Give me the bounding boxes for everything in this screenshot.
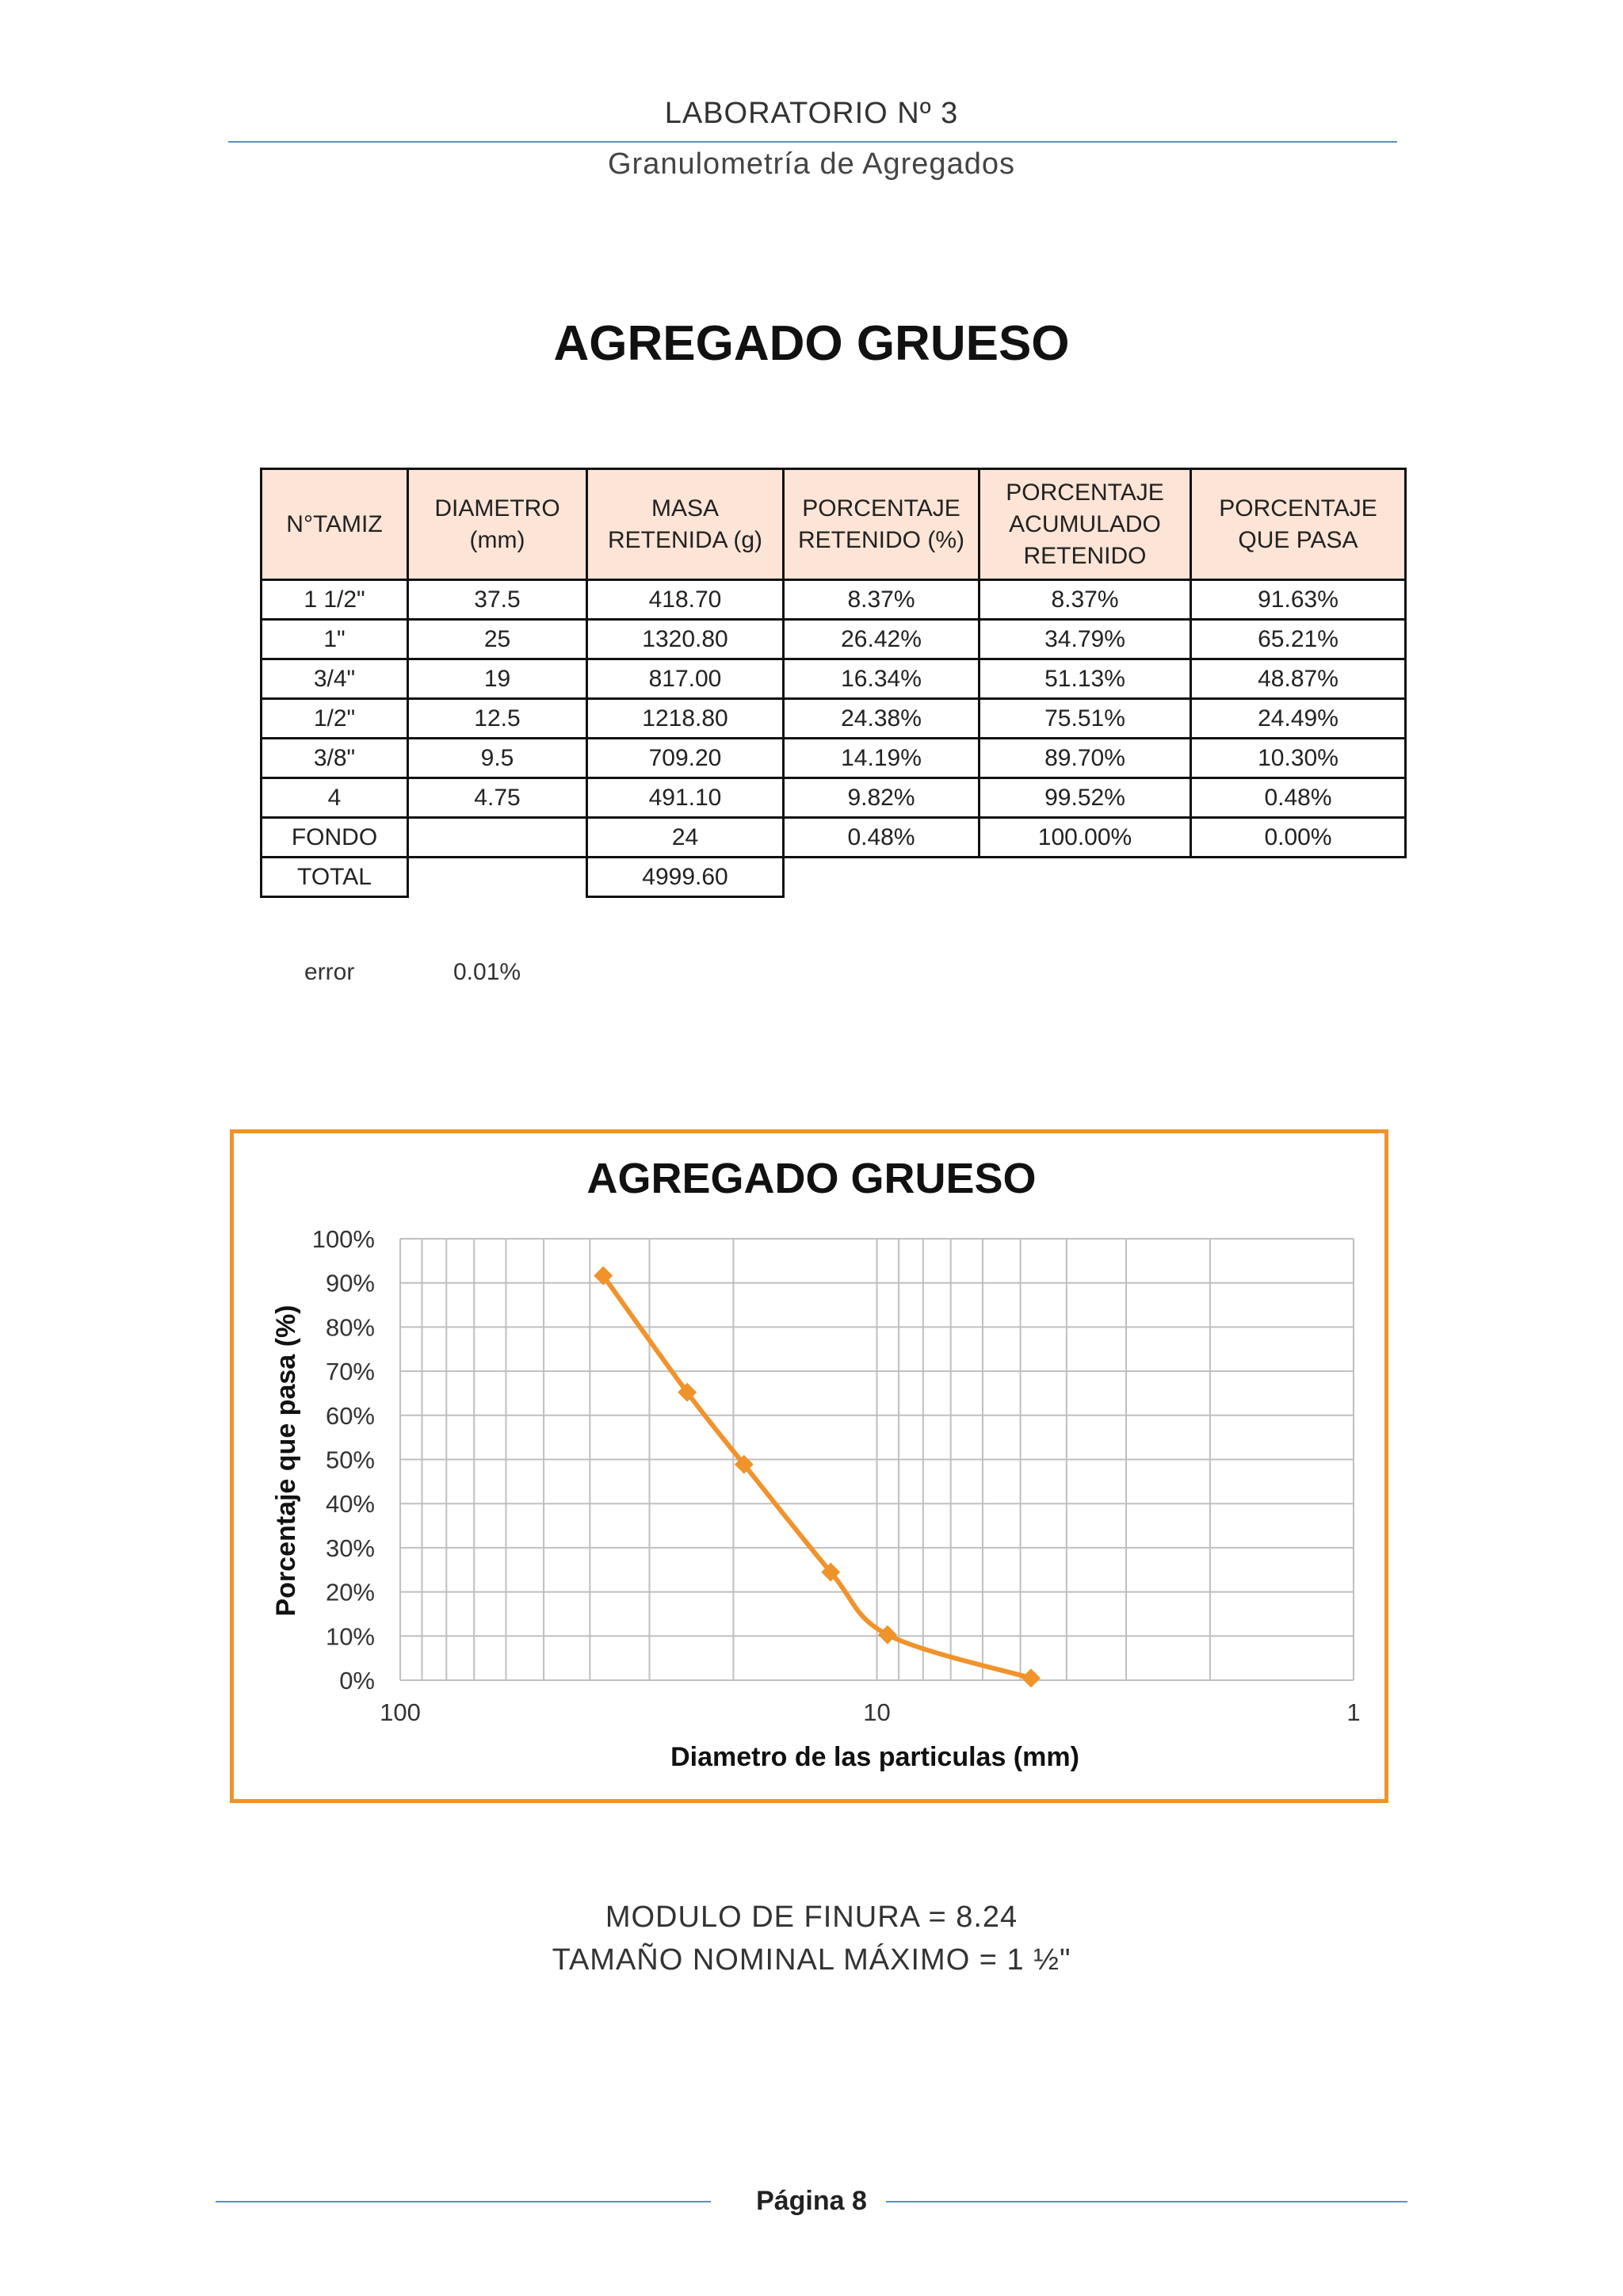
tamano-nominal: TAMAÑO NOMINAL MÁXIMO = 1 ½" bbox=[552, 1943, 1071, 1977]
cell-diametro: 19 bbox=[408, 659, 587, 699]
cell-retenido: 0.48% bbox=[784, 818, 980, 858]
y-tick-label: 70% bbox=[325, 1358, 375, 1386]
cell-pasa: 0.48% bbox=[1191, 778, 1406, 818]
cell-pasa: 24.49% bbox=[1191, 699, 1406, 739]
cell-masa: 491.10 bbox=[587, 778, 784, 818]
cell-diametro: 37.5 bbox=[408, 580, 587, 620]
col-header-line: RETENIDA (g) bbox=[607, 526, 763, 553]
cell-tamiz: 1" bbox=[262, 620, 408, 659]
cell-diametro: 12.5 bbox=[408, 699, 587, 739]
cell-diametro: 4.75 bbox=[408, 778, 587, 818]
cell-pasa: 0.00% bbox=[1191, 818, 1406, 858]
col-header-line: (mm) bbox=[469, 526, 525, 553]
col-header-line: PORCENTAJE bbox=[1006, 479, 1164, 506]
cell-total-value: 4999.60 bbox=[587, 858, 784, 897]
y-tick-label: 20% bbox=[325, 1578, 375, 1606]
cell-tamiz: 3/4" bbox=[262, 659, 408, 699]
cell-tamiz: 4 bbox=[262, 778, 408, 818]
error-label: error bbox=[304, 959, 355, 985]
report-subtitle: Granulometría de Agregados bbox=[608, 147, 1015, 181]
cell-tamiz: FONDO bbox=[262, 818, 408, 858]
y-tick-label: 50% bbox=[325, 1446, 375, 1474]
cell-retenido: 24.38% bbox=[784, 699, 980, 739]
cell-acumulado: 89.70% bbox=[980, 739, 1191, 778]
y-tick-label: 100% bbox=[311, 1225, 375, 1253]
footer-divider-right bbox=[886, 2201, 1407, 2202]
cell-masa: 817.00 bbox=[587, 659, 784, 699]
page-number: Página 8 bbox=[756, 2186, 867, 2216]
cell-acumulado: 8.37% bbox=[980, 580, 1191, 620]
x-tick-label: 10 bbox=[863, 1698, 891, 1726]
cell-masa: 418.70 bbox=[587, 580, 784, 620]
col-header-line: RETENIDO bbox=[1023, 542, 1147, 569]
col-header-line: N°TAMIZ bbox=[286, 510, 383, 537]
cell-diametro: 9.5 bbox=[408, 739, 587, 778]
page-title: AGREGADO GRUESO bbox=[553, 316, 1070, 371]
col-header-line: QUE PASA bbox=[1238, 526, 1358, 553]
cell-total-label: TOTAL bbox=[262, 858, 408, 897]
error-value: 0.01% bbox=[453, 959, 521, 985]
col-header-line: PORCENTAJE bbox=[1219, 495, 1377, 521]
col-header-line: RETENIDO (%) bbox=[798, 526, 964, 553]
y-tick-label: 40% bbox=[325, 1490, 375, 1519]
cell-pasa: 48.87% bbox=[1191, 659, 1406, 699]
cell-masa: 24 bbox=[587, 818, 784, 858]
y-tick-label: 30% bbox=[325, 1534, 375, 1562]
cell-tamiz: 3/8" bbox=[262, 739, 408, 778]
cell-diametro: 25 bbox=[408, 620, 587, 659]
cell-tamiz: 1 1/2" bbox=[262, 580, 408, 620]
cell-retenido: 16.34% bbox=[784, 659, 980, 699]
x-tick-label: 1 bbox=[1346, 1698, 1361, 1726]
col-header-line: DIAMETRO bbox=[434, 495, 560, 521]
y-tick-label: 10% bbox=[325, 1622, 375, 1651]
y-axis-label: Porcentaje que pasa (%) bbox=[271, 1305, 301, 1617]
cell-pasa: 91.63% bbox=[1191, 580, 1406, 620]
report-title: LABORATORIO Nº 3 bbox=[664, 97, 959, 130]
x-tick-label: 100 bbox=[380, 1698, 421, 1726]
col-header-line: PORCENTAJE bbox=[802, 495, 960, 521]
col-header-line: ACUMULADO bbox=[1009, 510, 1161, 537]
cell-masa: 1320.80 bbox=[587, 620, 784, 659]
cell-retenido: 9.82% bbox=[784, 778, 980, 818]
y-tick-label: 90% bbox=[325, 1269, 375, 1297]
cell-retenido: 26.42% bbox=[784, 620, 980, 659]
cell-retenido: 8.37% bbox=[784, 580, 980, 620]
cell-tamiz: 1/2" bbox=[262, 699, 408, 739]
y-tick-label: 60% bbox=[325, 1401, 375, 1430]
y-tick-label: 80% bbox=[325, 1313, 375, 1342]
cell-pasa: 10.30% bbox=[1191, 739, 1406, 778]
cell-pasa: 65.21% bbox=[1191, 620, 1406, 659]
y-tick-label: 0% bbox=[339, 1667, 375, 1694]
cell-masa: 709.20 bbox=[587, 739, 784, 778]
cell-masa: 1218.80 bbox=[587, 699, 784, 739]
cell-acumulado: 99.52% bbox=[980, 778, 1191, 818]
cell-retenido: 14.19% bbox=[784, 739, 980, 778]
modulo-finura: MODULO DE FINURA = 8.24 bbox=[605, 1901, 1018, 1934]
cell-acumulado: 51.13% bbox=[980, 659, 1191, 699]
col-header-line: MASA bbox=[651, 495, 720, 521]
cell-acumulado: 75.51% bbox=[980, 699, 1191, 739]
cell-acumulado: 100.00% bbox=[980, 818, 1191, 858]
x-axis-label: Diametro de las particulas (mm) bbox=[670, 1742, 1079, 1772]
cell-acumulado: 34.79% bbox=[980, 620, 1191, 659]
chart-title: AGREGADO GRUESO bbox=[586, 1155, 1037, 1202]
